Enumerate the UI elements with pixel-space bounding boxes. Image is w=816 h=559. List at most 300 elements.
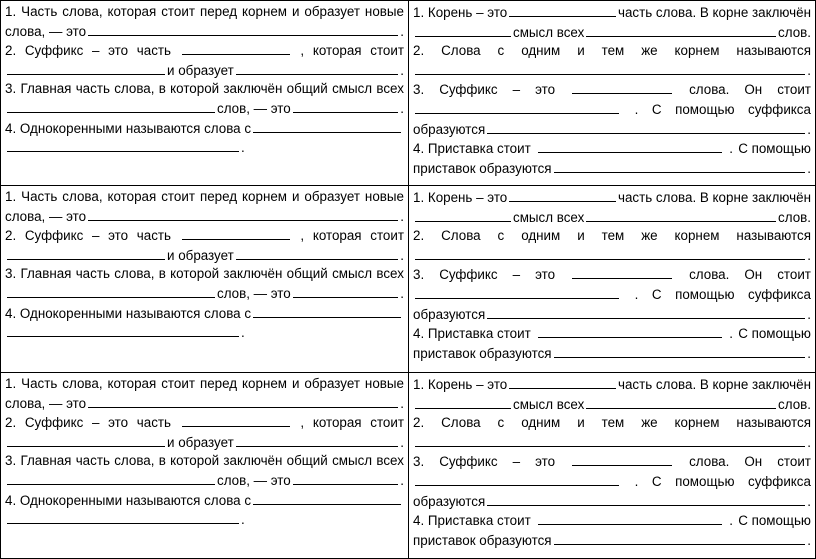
word: общий [286,453,328,469]
word: тем [601,43,625,59]
line [5,80,404,99]
word: одним [521,415,561,431]
line [413,472,811,492]
word: Главная [20,453,72,469]
text: часть слова. В корне заключён [617,377,811,392]
line [413,61,811,81]
answer-blank[interactable] [586,208,776,222]
left-card [0,372,409,559]
word: которая [312,415,362,431]
word: суффикса [748,101,811,117]
word: смысл [332,453,373,469]
text: слова, — это [5,23,87,39]
word: Слова [441,43,481,59]
word: стоит [777,454,811,470]
period: . [807,345,811,361]
answer-blank[interactable] [88,394,398,408]
word: 3. [5,266,17,282]
period: . [634,473,639,489]
word: слова, [114,453,155,469]
answer-blank[interactable] [293,471,399,485]
answer-blank[interactable] [236,246,399,260]
line [5,22,404,42]
word: новые [364,189,404,204]
word: помощью [675,473,735,489]
comma: , [300,415,305,431]
word: же [641,228,658,244]
word: образует [304,4,360,19]
word: 2. [413,228,425,244]
line [413,344,811,364]
word: и [577,43,585,59]
answer-blank[interactable] [487,120,805,134]
word: 3. [413,267,425,283]
line [413,159,811,179]
word: тем [601,228,625,244]
line [413,23,811,43]
line [5,323,404,343]
period: . [241,325,245,341]
text: слов. [778,396,811,412]
word: перед [199,4,238,19]
line [5,413,404,433]
line [413,531,811,551]
word: корнем [242,189,287,204]
word: С [651,101,662,117]
word: Часть [21,189,58,204]
word: Часть [21,4,58,19]
text: 4. Приставка стоит [413,513,531,529]
word: с [497,43,505,59]
word: часть [75,266,110,282]
text: образуются [413,306,486,322]
line [413,492,811,512]
word: всех [376,453,404,469]
answer-blank[interactable] [586,395,776,409]
word: – [91,43,100,59]
word: – [512,267,521,283]
answer-blank[interactable] [487,305,805,319]
period: . [729,326,733,342]
word: 2. [5,43,17,59]
answer-blank[interactable] [253,304,401,318]
text: смысл всех [513,396,585,412]
line [5,246,404,266]
text: приставок образуются [413,532,552,548]
line [413,208,811,228]
text: 4. Однокоренными называются слова с [5,492,252,508]
line [413,265,811,285]
word: стоит [161,189,195,204]
word: которой [170,81,220,97]
word: это [108,228,129,244]
text: часть слова. В корне заключён [617,190,811,205]
word: Часть [21,376,58,391]
word: это [535,454,556,470]
line [413,452,811,472]
word: часть [75,81,110,97]
line [5,433,404,453]
word: 2. [5,415,17,431]
word: тем [601,415,625,431]
text: слов, — это [217,285,291,301]
word: слова, [114,266,155,282]
word: Суффикс [439,82,498,98]
word: Суффикс [24,415,84,431]
word: Он [744,454,763,470]
answer-blank[interactable] [415,23,511,37]
line [413,375,811,395]
word: заключён [223,266,283,282]
answer-blank[interactable] [509,188,616,202]
line [5,188,404,207]
word: 1. [5,189,17,204]
word: часть [136,415,172,431]
word: слова. [689,267,730,283]
answer-blank[interactable] [7,471,215,485]
line [5,452,404,471]
word: 3. [5,453,17,469]
line [5,119,404,139]
text: слов, — это [217,100,291,116]
word: которой [170,266,220,282]
word: слова, [62,4,103,19]
answer-blank[interactable] [7,510,239,524]
line [5,394,404,414]
word: слова, [114,81,155,97]
word: Главная [20,266,72,282]
period: . [729,513,733,529]
word: смысл [332,81,373,97]
word: новые [364,376,404,391]
period: . [634,101,639,117]
word: – [512,454,521,470]
answer-blank[interactable] [7,433,165,447]
period: . [400,434,404,450]
word: общий [286,81,328,97]
word: которая [107,189,157,204]
period: . [807,62,811,78]
line [5,226,404,246]
word: общий [286,266,328,282]
answer-blank[interactable] [415,395,511,409]
answer-blank[interactable] [415,61,805,75]
right-card [408,185,816,373]
answer-blank[interactable] [7,61,165,75]
word: в [158,81,166,97]
text: смысл всех [513,24,585,40]
answer-blank[interactable] [572,80,672,94]
period: . [807,121,811,137]
word: слова. [689,454,730,470]
text: 1. Корень – это [413,377,508,392]
answer-blank[interactable] [7,246,165,260]
word: одним [521,228,561,244]
word: Слова [441,228,481,244]
word: Суффикс [24,228,84,244]
answer-blank[interactable] [7,284,215,298]
text: С помощью [738,513,811,529]
word: одним [521,43,561,59]
line [5,375,404,394]
word: часть [136,228,172,244]
word: стоит [370,415,404,431]
word: Суффикс [439,454,498,470]
period: . [241,140,245,156]
line [413,395,811,415]
word: стоит [370,43,404,59]
line [413,246,811,266]
word: – [512,82,521,98]
word: Он [744,267,763,283]
word: же [641,43,658,59]
line [5,3,404,22]
text: образуются [413,493,486,509]
answer-blank[interactable] [554,531,806,545]
word: 2. [413,415,425,431]
word: – [91,415,100,431]
period: . [400,395,404,411]
line [413,188,811,208]
line [413,227,811,246]
word: часть [136,43,172,59]
answer-blank[interactable] [182,41,290,55]
line [5,471,404,491]
word: помощью [675,101,735,117]
period: . [400,285,404,301]
period: . [241,512,245,528]
answer-blank[interactable] [487,492,805,506]
answer-blank[interactable] [236,61,399,75]
word: слова. [689,82,730,98]
answer-blank[interactable] [7,99,215,113]
text: смысл всех [513,209,585,225]
line [413,511,811,531]
text: и образует [167,62,234,78]
right-card [408,0,816,186]
answer-blank[interactable] [253,491,401,505]
text: 4. Однокоренными называются слова с [5,305,252,321]
line [5,61,404,81]
word: часть [75,453,110,469]
period: . [400,100,404,116]
line [5,207,404,227]
word: корнем [674,415,720,431]
word: С [651,473,662,489]
answer-blank[interactable] [415,472,619,486]
word: заключён [223,453,283,469]
answer-blank[interactable] [253,119,401,133]
word: перед [199,376,238,391]
answer-blank[interactable] [538,511,722,525]
answer-blank[interactable] [554,159,806,173]
line [5,284,404,304]
text: слова, — это [5,208,87,224]
word: Слова [441,415,481,431]
word: корнем [242,4,287,19]
left-card [0,185,409,373]
answer-blank[interactable] [586,23,776,37]
word: стоит [370,228,404,244]
word: это [535,82,556,98]
text: 4. Приставка стоит [413,141,531,157]
text: 4. Однокоренными называются слова с [5,120,252,136]
right-card [408,372,816,559]
answer-blank[interactable] [572,265,672,279]
line [413,80,811,100]
line [5,304,404,324]
word: корнем [242,376,287,391]
period: . [400,23,404,39]
answer-blank[interactable] [509,375,616,389]
answer-blank[interactable] [538,139,722,153]
period: . [729,141,733,157]
answer-blank[interactable] [415,100,619,114]
period: . [807,160,811,176]
line [5,41,404,61]
period: . [400,472,404,488]
answer-blank[interactable] [293,99,399,113]
answer-blank[interactable] [182,413,290,427]
text: часть слова. В корне заключён [617,5,811,20]
answer-blank[interactable] [415,208,511,222]
word: это [108,415,129,431]
answer-blank[interactable] [415,433,805,447]
word: Суффикс [439,267,498,283]
line [5,491,404,511]
text: образуются [413,121,486,137]
period: . [400,62,404,78]
word: и [291,4,300,19]
word: и [577,415,585,431]
line [413,100,811,120]
answer-blank[interactable] [88,207,398,221]
word: с [497,228,505,244]
word: и [577,228,585,244]
answer-blank[interactable] [7,138,239,152]
line [413,324,811,344]
answer-blank[interactable] [415,246,805,260]
text: слов, — это [217,472,291,488]
line [413,120,811,140]
word: суффикса [748,473,811,489]
answer-blank[interactable] [88,22,398,36]
word: С [651,286,662,302]
word: же [641,415,658,431]
word: называются [736,43,811,59]
comma: , [300,43,305,59]
word: смысл [332,266,373,282]
period: . [400,247,404,263]
word: всех [376,81,404,97]
comma: , [300,228,305,244]
line [413,414,811,433]
word: Суффикс [24,43,84,59]
text: С помощью [738,326,811,342]
word: это [535,267,556,283]
word: стоит [161,4,195,19]
word: перед [199,189,238,204]
answer-blank[interactable] [293,284,399,298]
left-card [0,0,409,186]
answer-blank[interactable] [7,323,239,337]
word: которой [170,453,220,469]
line [413,285,811,305]
word: суффикса [748,286,811,302]
answer-blank[interactable] [554,344,806,358]
line [413,433,811,453]
word: помощью [675,286,735,302]
word: 2. [413,43,425,59]
text: приставок образуются [413,160,552,176]
word: называются [736,415,811,431]
text: слов. [778,209,811,225]
period: . [400,208,404,224]
word: корнем [674,43,720,59]
word: которая [107,376,157,391]
line [413,305,811,325]
word: образует [304,376,360,391]
text: приставок образуются [413,345,552,361]
word: стоит [161,376,195,391]
period: . [807,532,811,548]
line [413,139,811,159]
answer-blank[interactable] [182,226,290,240]
word: стоит [777,82,811,98]
answer-blank[interactable] [538,324,722,338]
answer-blank[interactable] [572,452,672,466]
word: в [158,453,166,469]
word: и [291,376,300,391]
line [5,265,404,284]
word: 2. [5,228,17,244]
text: 4. Приставка стоит [413,326,531,342]
word: в [158,266,166,282]
text: слова, — это [5,395,87,411]
word: стоит [777,267,811,283]
line [413,3,811,23]
word: Главная [20,81,72,97]
answer-blank[interactable] [236,433,399,447]
period: . [807,434,811,450]
word: новые [364,4,404,19]
word: – [91,228,100,244]
word: которая [312,228,362,244]
word: заключён [223,81,283,97]
word: 1. [5,376,17,391]
word: корнем [674,228,720,244]
text: 1. Корень – это [413,5,508,20]
word: называются [736,228,811,244]
word: слова, [62,189,103,204]
word: и [291,189,300,204]
line [5,138,404,158]
text: слов. [778,24,811,40]
word: 3. [413,454,425,470]
answer-blank[interactable] [415,285,619,299]
word: с [497,415,505,431]
word: 1. [5,4,17,19]
text: С помощью [738,141,811,157]
word: слова, [62,376,103,391]
period: . [807,493,811,509]
period: . [807,306,811,322]
word: Он [744,82,763,98]
answer-blank[interactable] [509,3,616,17]
word: образует [304,189,360,204]
period: . [807,247,811,263]
line [5,510,404,530]
